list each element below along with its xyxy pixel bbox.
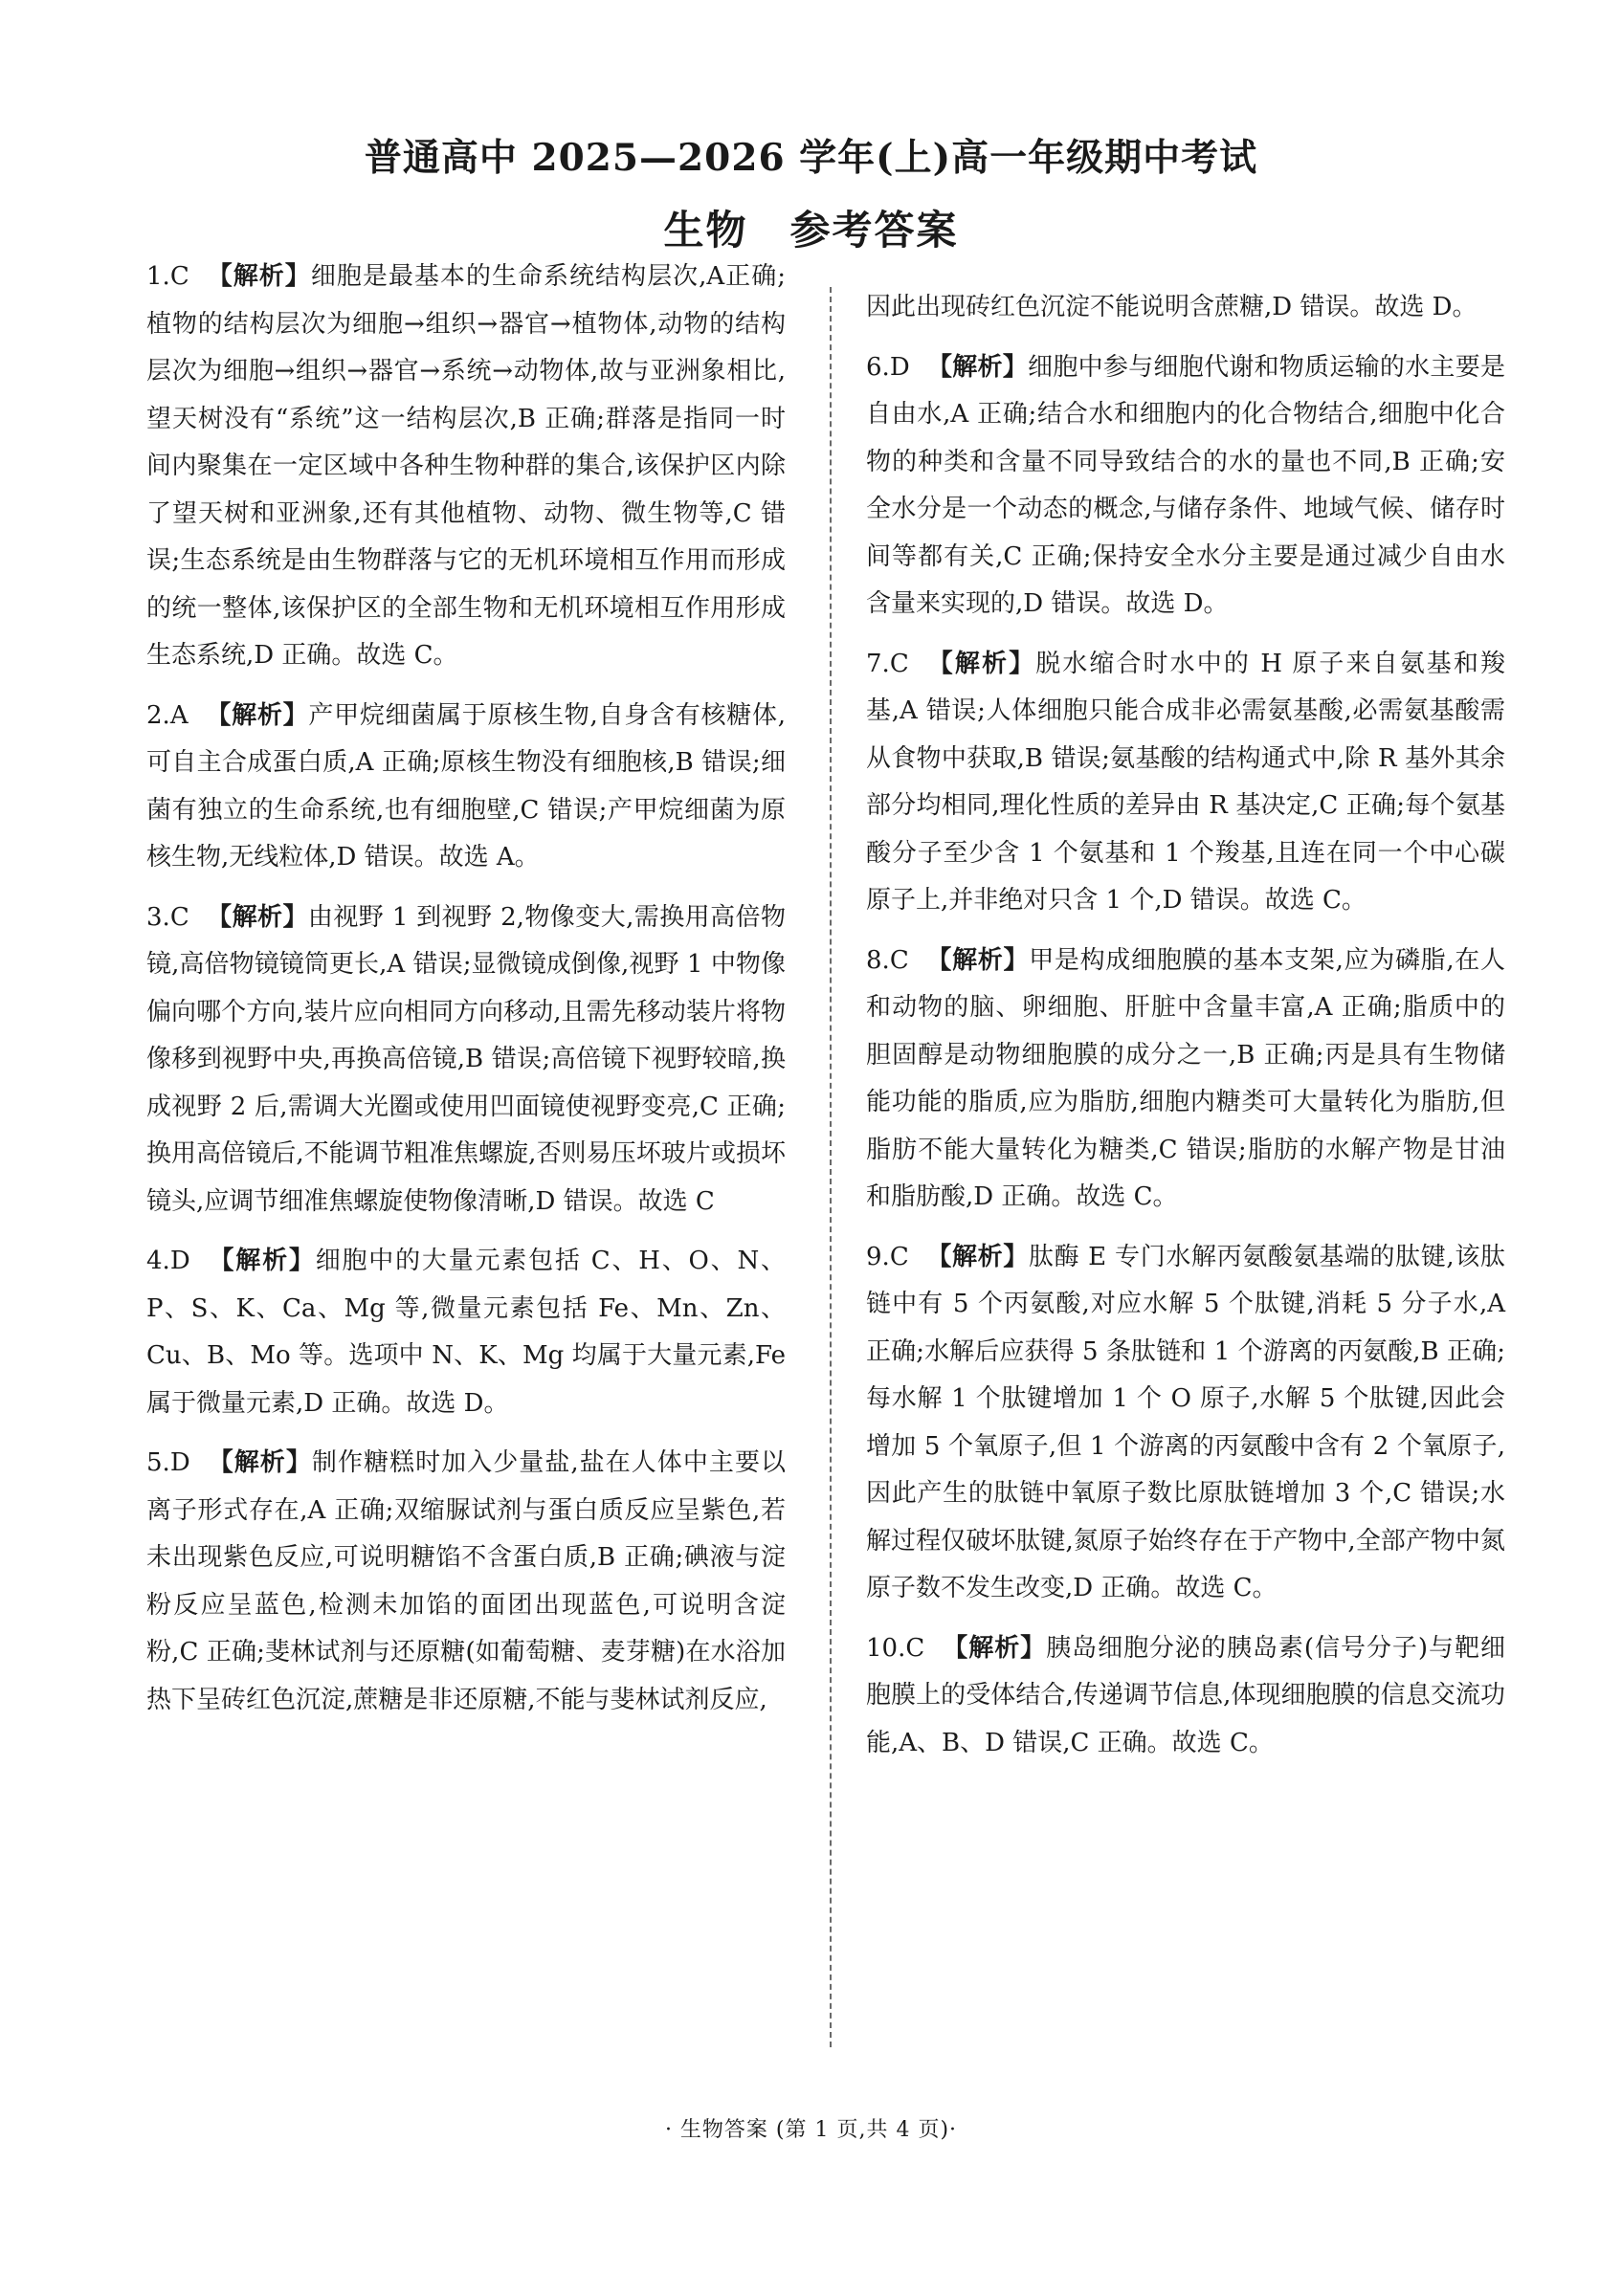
- question-number: 1.: [146, 262, 170, 291]
- analysis-tag: 【解析】: [926, 352, 1029, 382]
- answer-item: [146, 1238, 786, 1427]
- subtitle: [0, 205, 1622, 256]
- analysis-tag: 【解析】: [925, 945, 1030, 975]
- question-number: 7.: [866, 649, 890, 678]
- analysis-tag: 【解析】: [206, 902, 308, 932]
- analysis-text: 细胞中的大量元素包括 C、H、O、N、P、S、K、Ca、Mg 等,微量元素包括 Fe、Mn、Zn、Cu、B、Mo 等。选项中 N、K、Mg 均属于大量元素,Fe 属于微量元素,D 正确。故选 D。: [146, 1247, 786, 1418]
- question-number: 5.: [146, 1448, 170, 1477]
- page-header: [0, 132, 1622, 256]
- question-number: 3.: [146, 902, 170, 932]
- analysis-tag: 【解析】: [205, 700, 309, 730]
- answer-item: [866, 344, 1505, 629]
- answer-item: [146, 254, 786, 680]
- answer-letter: C: [905, 1633, 925, 1663]
- analysis-text: 胰岛细胞分泌的胰岛素(信号分子)与靶细胞膜上的受体结合,传递调节信息,体现细胞膜的信息交流功能,A、B、D 错误,C 正确。故选 C。: [866, 1633, 1505, 1757]
- analysis-text: 细胞是最基本的生命系统结构层次,A正确;植物的结构层次为细胞→组织→器官→植物体,动物的结构层次为细胞→组织→器官→系统→动物体,故与亚洲象相比,望天树没有“系统”这一结构层次,B 正确;群落是指同一时间内聚集在一定区域中各种生物种群的集合,该保护区内除了望天树和亚洲象,还有其他植物、动物、微生物等,C 错误;生态系统是由生物群落与它的无机环境相互作用而形成的统一整体,该保护区的全部生物和无机环境相互作用形成生态系统,D 正确。故选 C。: [146, 262, 786, 670]
- answer-item: [146, 1440, 786, 1724]
- question-number: 8.: [866, 945, 890, 975]
- answer-letter: C: [889, 649, 909, 678]
- question-number: 9.: [866, 1242, 890, 1271]
- answer-letter: C: [169, 262, 189, 291]
- answer-item: [866, 1625, 1505, 1768]
- answer-letter: C: [889, 945, 909, 975]
- analysis-text: 脱水缩合时水中的 H 原子来自氨基和羧基,A 错误;人体细胞只能合成非必需氨基酸,必需氨基酸需从食物中获取,B 错误;氨基酸的结构通式中,除 R 基外其余部分均相同,理化性质的差异由 R 基决定,C 正确;每个氨基酸分子至少含 1 个氨基和 1 个羧基,且连在同一个中心碳原子上,并非绝对只含 1 个,D 错误。故选 C。: [866, 649, 1505, 915]
- analysis-tag: 【解析】: [207, 1448, 312, 1477]
- answer-item: [866, 938, 1505, 1222]
- question-number: 4.: [146, 1247, 170, 1275]
- right-column: [866, 284, 1505, 1779]
- question-number: 10.: [866, 1633, 906, 1663]
- question-number: 6.: [866, 352, 890, 382]
- answer-key-label: 参考答案: [789, 207, 959, 254]
- analysis-text: 肽酶 E 专门水解丙氨酸氨基端的肽键,该肽链中有 5 个丙氨酸,对应水解 5 个肽键,消耗 5 分子水,A 正确;水解后应获得 5 条肽链和 1 个游离的丙氨酸,B 正确;每水解 1 个肽键增加 1 个 O 原子,水解 5 个肽键,因此会增加 5 个氧原子,但 1 个游离的丙氨酸中含有 2 个氧原子,因此产生的肽链中氧原子数比原肽链增加 3 个,C 错误;水解过程仅破坏肽键,氮原子始终存在于产物中,全部产物中氮原子数不发生改变,D 正确。故选 C。: [866, 1242, 1505, 1602]
- analysis-text: 制作糖糕时加入少量盐,盐在人体中主要以离子形式存在,A 正确;双缩脲试剂与蛋白质反应呈紫色,若未出现紫色反应,可说明糖馅不含蛋白质,B 正确;碘液与淀粉反应呈蓝色,检测未加馅的面团出现蓝色,可说明含淀粉,C 正确;斐林试剂与还原糖(如葡萄糖、麦芽糖)在水浴加热下呈砖红色沉淀,蔗糖是非还原糖,不能与斐林试剂反应,: [146, 1448, 786, 1714]
- exam-title: 普通高中 2025—2026 学年(上)高一年级期中考试: [364, 136, 1258, 180]
- analysis-tag: 【解析】: [925, 1242, 1029, 1271]
- analysis-text: 细胞中参与细胞代谢和物质运输的水主要是自由水,A 正确;结合水和细胞内的化合物结合,细胞中化合物的种类和含量不同导致结合的水的量也不同,B 正确;安全水分是一个动态的概念,与储存条件、地域气候、储存时间等都有关,C 正确;保持安全水分主要是通过减少自由水含量来实现的,D 错误。故选 D。: [866, 352, 1505, 618]
- analysis-tag: 【解析】: [942, 1633, 1047, 1663]
- analysis-text: 由视野 1 到视野 2,物像变大,需换用高倍物镜,高倍物镜镜筒更长,A 错误;显微镜成倒像,视野 1 中物像偏向哪个方向,装片应向相同方向移动,且需先移动装片将物像移到视野中央,再换高倍镜,B 错误;高倍镜下视野较暗,换成视野 2 后,需调大光圈或使用凹面镜使视野变亮,C 正确;换用高倍镜后,不能调节粗准焦螺旋,否则易压坏玻片或损坏镜头,应调节细准焦螺旋使物像清晰,D 错误。故选 C: [146, 902, 786, 1216]
- analysis-text: 产甲烷细菌属于原核生物,自身含有核糖体,可自主合成蛋白质,A 正确;原核生物没有细胞核,B 错误;细菌有独立的生命系统,也有细胞壁,C 错误;产甲烷细菌为原核生物,无线粒体,D 错误。故选 A。: [146, 700, 786, 872]
- answer-item: [146, 693, 786, 882]
- answer-letter: C: [169, 902, 189, 932]
- answer-letter: D: [169, 1448, 190, 1477]
- question-number: 2.: [146, 700, 170, 730]
- analysis-tag: 【解析】: [206, 262, 311, 291]
- answer-item: [866, 1234, 1505, 1613]
- answer-letter: A: [169, 700, 189, 730]
- answer-letter: D: [889, 352, 910, 382]
- answer-letter: D: [169, 1247, 190, 1275]
- subject-label: 生物: [663, 207, 748, 254]
- answer-letter: C: [889, 1242, 909, 1271]
- analysis-tag: 【解析】: [207, 1247, 316, 1275]
- continued-text: 因此出现砖红色沉淀不能说明含蔗糖,D 错误。故选 D。: [866, 293, 1478, 321]
- column-divider: [830, 287, 832, 2047]
- page-footer: · 生物答案 (第 1 页,共 4 页)·: [664, 2118, 958, 2142]
- answer-item: [146, 894, 786, 1226]
- answer-item: [866, 641, 1505, 925]
- analysis-text: 甲是构成细胞膜的基本支架,应为磷脂,在人和动物的脑、卵细胞、肝脏中含量丰富,A 正确;脂质中的胆固醇是动物细胞膜的成分之一,B 正确;丙是具有生物储能功能的脂质,应为脂肪,细胞内糖类可大量转化为脂肪,但脂肪不能大量转化为糖类,C 错误;脂肪的水解产物是甘油和脂肪酸,D 正确。故选 C。: [866, 945, 1505, 1211]
- left-column: [146, 254, 786, 1736]
- analysis-tag: 【解析】: [925, 649, 1036, 678]
